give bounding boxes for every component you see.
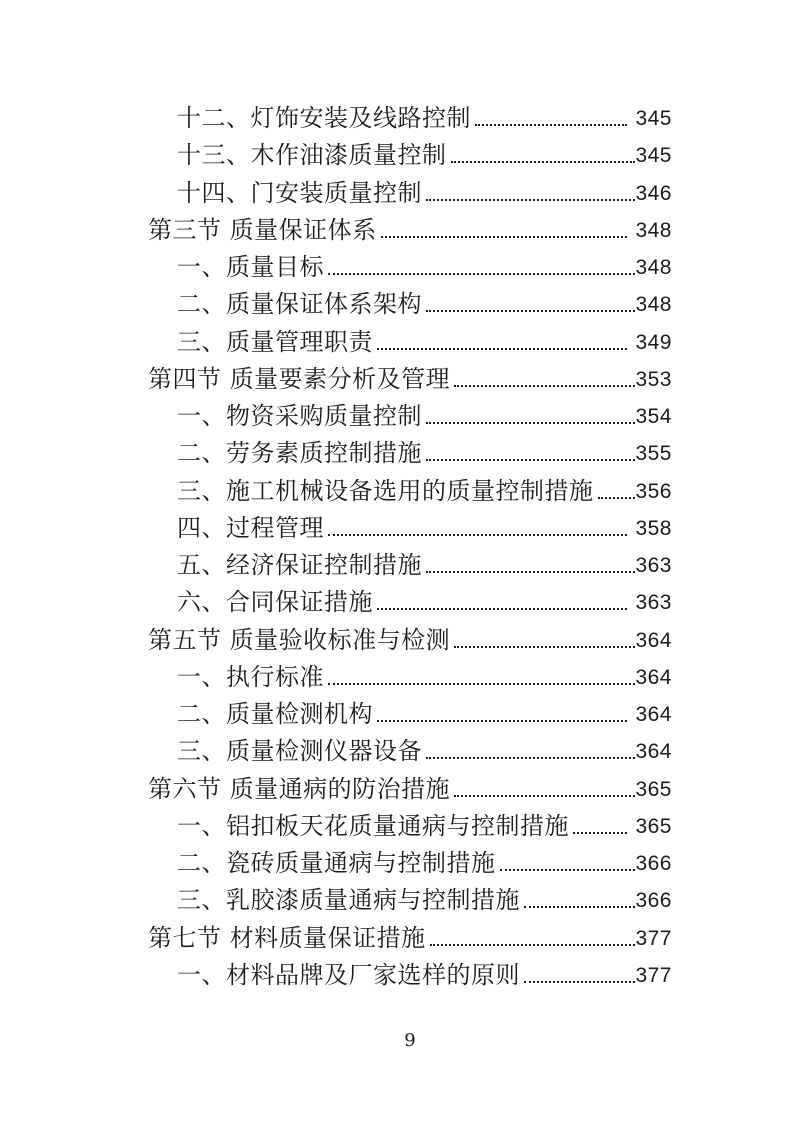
toc-entry-page: 363 bbox=[635, 591, 672, 615]
toc-entry[interactable] bbox=[148, 584, 672, 621]
toc-entry-label: 二、质量检测机构 bbox=[177, 700, 373, 728]
toc-leader-dots bbox=[328, 249, 635, 275]
toc-leader-dots bbox=[426, 547, 635, 573]
toc-entry-page: 364 bbox=[635, 703, 672, 726]
toc-entry[interactable] bbox=[148, 361, 672, 398]
toc-entry-label: 十二、灯饰安装及线路控制 bbox=[177, 104, 471, 132]
toc-entry[interactable] bbox=[148, 547, 672, 584]
page-number: 9 bbox=[404, 1030, 416, 1051]
toc-entry-label: 十三、木作油漆质量控制 bbox=[177, 141, 447, 170]
table-of-contents bbox=[148, 100, 672, 994]
toc-leader-dots bbox=[451, 137, 636, 163]
toc-entry-label: 二、劳务素质控制措施 bbox=[177, 439, 422, 468]
toc-entry[interactable] bbox=[148, 733, 672, 770]
toc-entry-page: 364 bbox=[635, 740, 672, 764]
toc-leader-dots bbox=[430, 920, 636, 946]
toc-entry[interactable] bbox=[148, 845, 672, 882]
toc-entry-label: 第四节 质量要素分析及管理 bbox=[148, 364, 451, 393]
toc-leader-dots bbox=[598, 473, 636, 499]
toc-leader-dots bbox=[377, 324, 627, 350]
toc-entry-page: 353 bbox=[635, 367, 672, 391]
toc-leader-dots bbox=[524, 882, 635, 908]
toc-entry-page: 377 bbox=[635, 926, 672, 950]
toc-entry[interactable] bbox=[148, 771, 672, 808]
toc-entry-page: 348 bbox=[635, 218, 672, 242]
toc-leader-dots bbox=[475, 100, 627, 126]
toc-leader-dots bbox=[328, 659, 635, 685]
toc-entry-page: 366 bbox=[635, 852, 672, 875]
toc-entry[interactable] bbox=[148, 808, 672, 845]
toc-leader-dots bbox=[426, 286, 635, 312]
toc-entry-page: 346 bbox=[635, 181, 672, 205]
toc-entry[interactable] bbox=[148, 100, 672, 137]
toc-entry-label: 一、材料品牌及厂家选样的原则 bbox=[177, 960, 520, 989]
toc-entry-page: 348 bbox=[635, 256, 672, 279]
toc-leader-dots bbox=[454, 361, 635, 387]
toc-entry-page: 363 bbox=[635, 554, 672, 577]
toc-entry-page: 355 bbox=[635, 442, 672, 466]
toc-entry-label: 二、质量保证体系架构 bbox=[177, 290, 422, 319]
toc-entry-page: 364 bbox=[635, 665, 672, 689]
toc-entry-label: 一、质量目标 bbox=[177, 253, 324, 281]
toc-leader-dots bbox=[377, 696, 627, 722]
toc-entry[interactable] bbox=[148, 435, 672, 472]
toc-entry-page: 349 bbox=[635, 330, 672, 354]
toc-entry[interactable] bbox=[148, 286, 672, 323]
toc-entry-page: 354 bbox=[635, 405, 672, 428]
toc-leader-dots bbox=[426, 733, 635, 759]
toc-entry-label: 五、经济保证控制措施 bbox=[177, 551, 422, 579]
toc-entry-label: 十四、门安装质量控制 bbox=[177, 178, 422, 207]
toc-leader-dots bbox=[328, 510, 627, 536]
toc-entry-label: 一、物资采购质量控制 bbox=[177, 402, 422, 430]
toc-entry-label: 三、质量管理职责 bbox=[177, 327, 373, 356]
toc-entry-label: 六、合同保证措施 bbox=[177, 588, 373, 617]
toc-entry-label: 三、施工机械设备选用的质量控制措施 bbox=[177, 476, 594, 505]
toc-entry-label: 第五节 质量验收标准与检测 bbox=[148, 625, 451, 654]
toc-entry[interactable] bbox=[148, 510, 672, 547]
toc-entry[interactable] bbox=[148, 137, 672, 174]
toc-entry-page: 345 bbox=[635, 144, 672, 168]
toc-leader-dots bbox=[500, 845, 636, 871]
toc-entry[interactable] bbox=[148, 920, 672, 957]
toc-leader-dots bbox=[454, 622, 635, 648]
toc-entry-label: 四、过程管理 bbox=[177, 513, 324, 542]
toc-entry[interactable] bbox=[148, 882, 672, 919]
toc-entry-page: 366 bbox=[635, 889, 672, 913]
toc-leader-dots bbox=[426, 398, 635, 424]
toc-leader-dots bbox=[426, 175, 635, 201]
toc-entry-label: 第七节 材料质量保证措施 bbox=[148, 923, 426, 952]
toc-entry-label: 第三节 质量保证体系 bbox=[148, 215, 377, 244]
toc-entry[interactable] bbox=[148, 957, 672, 994]
toc-entry-page: 377 bbox=[635, 963, 672, 987]
toc-entry-page: 365 bbox=[635, 777, 672, 801]
toc-leader-dots bbox=[426, 435, 635, 461]
toc-entry-label: 一、执行标准 bbox=[177, 662, 324, 691]
toc-entry[interactable] bbox=[148, 659, 672, 696]
toc-entry[interactable] bbox=[148, 696, 672, 733]
toc-entry-label: 三、质量检测仪器设备 bbox=[177, 737, 422, 766]
toc-entry-label: 三、乳胶漆质量通病与控制措施 bbox=[177, 886, 520, 915]
toc-entry[interactable] bbox=[148, 324, 672, 361]
toc-leader-dots bbox=[381, 212, 628, 238]
toc-entry-page: 358 bbox=[635, 516, 672, 540]
toc-leader-dots bbox=[377, 584, 627, 610]
toc-entry-label: 一、铝扣板天花质量通病与控制措施 bbox=[177, 811, 569, 840]
toc-entry-label: 第六节 质量通病的防治措施 bbox=[148, 774, 451, 803]
toc-entry-page: 348 bbox=[635, 293, 672, 317]
toc-leader-dots bbox=[454, 771, 635, 797]
toc-entry-page: 356 bbox=[635, 479, 672, 503]
toc-leader-dots bbox=[573, 808, 627, 834]
toc-entry[interactable] bbox=[148, 398, 672, 435]
toc-entry[interactable] bbox=[148, 622, 672, 659]
toc-entry[interactable] bbox=[148, 212, 672, 249]
toc-leader-dots bbox=[524, 957, 635, 983]
toc-entry[interactable] bbox=[148, 473, 672, 510]
page-footer bbox=[148, 1028, 672, 1054]
toc-entry-page: 364 bbox=[635, 628, 672, 652]
toc-entry[interactable] bbox=[148, 175, 672, 212]
toc-entry[interactable] bbox=[148, 249, 672, 286]
toc-entry-label: 二、瓷砖质量通病与控制措施 bbox=[177, 849, 496, 877]
toc-entry-page: 345 bbox=[635, 107, 672, 130]
toc-entry-page: 365 bbox=[635, 814, 672, 838]
